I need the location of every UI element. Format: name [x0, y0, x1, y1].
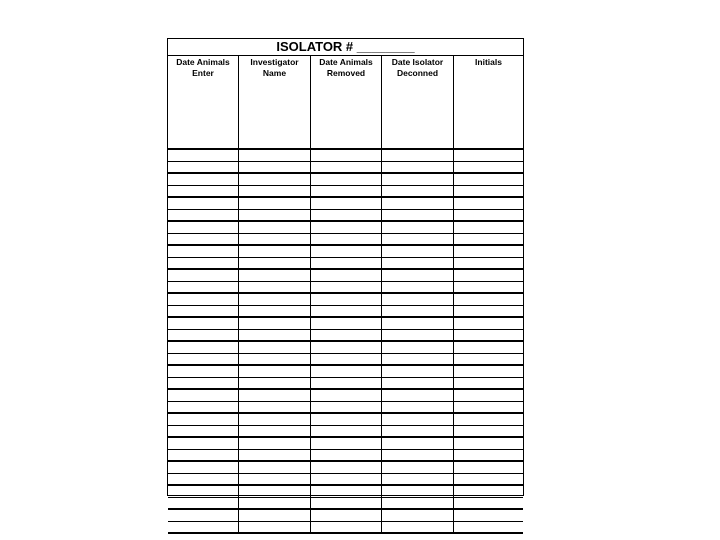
cell-date-animals-enter — [168, 378, 239, 388]
cell-date-animals-enter — [168, 474, 239, 484]
cell-investigator-name — [239, 270, 311, 281]
cell-investigator-name — [239, 330, 311, 340]
cell-initials — [454, 306, 523, 316]
cell-investigator-name — [239, 210, 311, 220]
cell-date-animals-enter — [168, 234, 239, 244]
cell-date-animals-removed — [311, 282, 382, 292]
cell-investigator-name — [239, 150, 311, 161]
table-row — [168, 294, 523, 306]
cell-date-animals-enter — [168, 186, 239, 196]
cell-date-animals-enter — [168, 438, 239, 449]
cell-date-animals-removed — [311, 210, 382, 220]
cell-initials — [454, 426, 523, 436]
cell-investigator-name — [239, 234, 311, 244]
cell-date-isolator-deconned — [382, 162, 454, 172]
cell-date-animals-enter — [168, 222, 239, 233]
cell-date-animals-enter — [168, 294, 239, 305]
cell-investigator-name — [239, 294, 311, 305]
cell-date-isolator-deconned — [382, 294, 454, 305]
cell-date-animals-enter — [168, 258, 239, 268]
table-row — [168, 426, 523, 438]
cell-investigator-name — [239, 462, 311, 473]
cell-investigator-name — [239, 342, 311, 353]
table-row — [168, 378, 523, 390]
cell-initials — [454, 330, 523, 340]
log-rows — [168, 150, 523, 534]
cell-initials — [454, 378, 523, 388]
cell-investigator-name — [239, 222, 311, 233]
cell-date-animals-enter — [168, 450, 239, 460]
table-row — [168, 462, 523, 474]
cell-investigator-name — [239, 438, 311, 449]
header-line: Date Animals — [319, 57, 373, 67]
header-date-isolator-deconned — [382, 56, 454, 148]
cell-date-animals-removed — [311, 258, 382, 268]
cell-investigator-name — [239, 414, 311, 425]
cell-date-animals-removed — [311, 318, 382, 329]
cell-date-animals-enter — [168, 318, 239, 329]
cell-initials — [454, 174, 523, 185]
cell-date-isolator-deconned — [382, 426, 454, 436]
cell-date-animals-removed — [311, 366, 382, 377]
cell-date-animals-removed — [311, 198, 382, 209]
table-row — [168, 174, 523, 186]
cell-initials — [454, 390, 523, 401]
cell-date-animals-removed — [311, 414, 382, 425]
header-initials — [454, 56, 523, 148]
table-row — [168, 366, 523, 378]
cell-date-animals-removed — [311, 234, 382, 244]
header-investigator-name — [239, 56, 311, 148]
cell-investigator-name — [239, 510, 311, 521]
table-row — [168, 354, 523, 366]
cell-date-animals-enter — [168, 390, 239, 401]
cell-initials — [454, 186, 523, 196]
cell-initials — [454, 210, 523, 220]
cell-date-animals-removed — [311, 246, 382, 257]
cell-investigator-name — [239, 306, 311, 316]
table-row — [168, 234, 523, 246]
cell-date-animals-enter — [168, 342, 239, 353]
cell-date-animals-enter — [168, 522, 239, 532]
cell-date-isolator-deconned — [382, 522, 454, 532]
cell-date-isolator-deconned — [382, 210, 454, 220]
header-line: Name — [262, 68, 287, 78]
cell-date-animals-enter — [168, 510, 239, 521]
table-row — [168, 246, 523, 258]
cell-date-animals-enter — [168, 486, 239, 497]
header-line: Deconned — [396, 68, 439, 78]
cell-initials — [454, 282, 523, 292]
cell-date-isolator-deconned — [382, 198, 454, 209]
cell-investigator-name — [239, 450, 311, 460]
cell-initials — [454, 462, 523, 473]
cell-date-animals-removed — [311, 498, 382, 508]
cell-date-isolator-deconned — [382, 174, 454, 185]
cell-date-isolator-deconned — [382, 306, 454, 316]
cell-date-isolator-deconned — [382, 498, 454, 508]
table-row — [168, 270, 523, 282]
column-header-row — [168, 56, 523, 150]
header-line: Date Animals — [176, 57, 230, 67]
table-row — [168, 318, 523, 330]
cell-date-animals-removed — [311, 330, 382, 340]
isolator-log-form — [167, 38, 524, 496]
cell-date-animals-enter — [168, 162, 239, 172]
cell-date-animals-enter — [168, 354, 239, 364]
cell-date-animals-removed — [311, 462, 382, 473]
cell-date-isolator-deconned — [382, 438, 454, 449]
cell-initials — [454, 402, 523, 412]
cell-date-animals-removed — [311, 390, 382, 401]
cell-investigator-name — [239, 318, 311, 329]
cell-initials — [454, 342, 523, 353]
cell-date-animals-removed — [311, 174, 382, 185]
cell-initials — [454, 438, 523, 449]
cell-initials — [454, 414, 523, 425]
cell-investigator-name — [239, 474, 311, 484]
cell-date-animals-removed — [311, 510, 382, 521]
cell-date-animals-enter — [168, 498, 239, 508]
cell-date-isolator-deconned — [382, 402, 454, 412]
cell-date-animals-enter — [168, 366, 239, 377]
cell-date-isolator-deconned — [382, 234, 454, 244]
cell-initials — [454, 318, 523, 329]
table-row — [168, 222, 523, 234]
header-line: Date Isolator — [391, 57, 444, 67]
cell-investigator-name — [239, 390, 311, 401]
cell-date-animals-removed — [311, 474, 382, 484]
cell-date-animals-removed — [311, 294, 382, 305]
cell-date-isolator-deconned — [382, 150, 454, 161]
header-date-animals-removed — [311, 56, 382, 148]
cell-date-isolator-deconned — [382, 222, 454, 233]
table-row — [168, 162, 523, 174]
cell-initials — [454, 450, 523, 460]
cell-date-isolator-deconned — [382, 342, 454, 353]
cell-initials — [454, 354, 523, 364]
cell-initials — [454, 198, 523, 209]
table-row — [168, 450, 523, 462]
cell-investigator-name — [239, 174, 311, 185]
cell-date-animals-removed — [311, 270, 382, 281]
table-row — [168, 282, 523, 294]
cell-date-isolator-deconned — [382, 486, 454, 497]
table-row — [168, 150, 523, 162]
cell-date-animals-removed — [311, 438, 382, 449]
cell-date-animals-removed — [311, 186, 382, 196]
cell-initials — [454, 510, 523, 521]
cell-date-animals-enter — [168, 426, 239, 436]
cell-date-animals-removed — [311, 450, 382, 460]
table-row — [168, 186, 523, 198]
table-row — [168, 330, 523, 342]
table-row — [168, 414, 523, 426]
cell-initials — [454, 294, 523, 305]
cell-date-animals-removed — [311, 354, 382, 364]
cell-date-animals-enter — [168, 306, 239, 316]
cell-initials — [454, 258, 523, 268]
cell-date-isolator-deconned — [382, 246, 454, 257]
cell-date-animals-removed — [311, 306, 382, 316]
cell-date-isolator-deconned — [382, 474, 454, 484]
cell-initials — [454, 150, 523, 161]
cell-initials — [454, 366, 523, 377]
cell-date-animals-enter — [168, 270, 239, 281]
table-row — [168, 402, 523, 414]
cell-investigator-name — [239, 378, 311, 388]
cell-date-animals-removed — [311, 522, 382, 532]
cell-date-isolator-deconned — [382, 282, 454, 292]
cell-date-isolator-deconned — [382, 462, 454, 473]
cell-date-animals-removed — [311, 150, 382, 161]
table-row — [168, 342, 523, 354]
cell-date-animals-removed — [311, 402, 382, 412]
cell-date-animals-enter — [168, 210, 239, 220]
header-line: Enter — [192, 68, 214, 78]
cell-date-isolator-deconned — [382, 354, 454, 364]
cell-date-animals-enter — [168, 462, 239, 473]
cell-date-animals-enter — [168, 174, 239, 185]
cell-investigator-name — [239, 354, 311, 364]
cell-investigator-name — [239, 282, 311, 292]
table-row — [168, 498, 523, 510]
table-row — [168, 486, 523, 498]
cell-date-isolator-deconned — [382, 270, 454, 281]
cell-investigator-name — [239, 426, 311, 436]
table-row — [168, 510, 523, 522]
cell-date-isolator-deconned — [382, 186, 454, 196]
cell-date-isolator-deconned — [382, 258, 454, 268]
cell-investigator-name — [239, 366, 311, 377]
cell-date-isolator-deconned — [382, 330, 454, 340]
cell-initials — [454, 270, 523, 281]
table-row — [168, 258, 523, 270]
cell-initials — [454, 498, 523, 508]
cell-date-animals-removed — [311, 162, 382, 172]
cell-initials — [454, 162, 523, 172]
header-line: Removed — [326, 68, 366, 78]
cell-date-isolator-deconned — [382, 450, 454, 460]
table-row — [168, 438, 523, 450]
cell-investigator-name — [239, 198, 311, 209]
header-line: Investigator — [250, 57, 299, 67]
cell-date-animals-enter — [168, 198, 239, 209]
table-row — [168, 198, 523, 210]
cell-investigator-name — [239, 162, 311, 172]
cell-date-animals-enter — [168, 402, 239, 412]
table-row — [168, 306, 523, 318]
cell-date-animals-removed — [311, 222, 382, 233]
cell-date-animals-enter — [168, 246, 239, 257]
cell-initials — [454, 234, 523, 244]
cell-initials — [454, 474, 523, 484]
cell-date-isolator-deconned — [382, 378, 454, 388]
cell-date-animals-enter — [168, 330, 239, 340]
cell-date-isolator-deconned — [382, 318, 454, 329]
cell-initials — [454, 486, 523, 497]
cell-date-animals-removed — [311, 342, 382, 353]
cell-initials — [454, 246, 523, 257]
table-row — [168, 390, 523, 402]
cell-date-isolator-deconned — [382, 510, 454, 521]
table-row — [168, 522, 523, 534]
cell-investigator-name — [239, 402, 311, 412]
cell-investigator-name — [239, 522, 311, 532]
cell-date-animals-removed — [311, 426, 382, 436]
header-line: Initials — [475, 57, 502, 67]
form-title: ISOLATOR # ________ — [168, 39, 523, 56]
header-date-animals-enter — [168, 56, 239, 148]
cell-investigator-name — [239, 486, 311, 497]
cell-investigator-name — [239, 498, 311, 508]
cell-date-animals-enter — [168, 150, 239, 161]
cell-investigator-name — [239, 258, 311, 268]
cell-date-animals-enter — [168, 414, 239, 425]
table-row — [168, 210, 523, 222]
cell-initials — [454, 222, 523, 233]
table-row — [168, 474, 523, 486]
cell-initials — [454, 522, 523, 532]
cell-date-isolator-deconned — [382, 366, 454, 377]
cell-date-isolator-deconned — [382, 414, 454, 425]
cell-date-animals-removed — [311, 486, 382, 497]
cell-date-isolator-deconned — [382, 390, 454, 401]
cell-date-animals-enter — [168, 282, 239, 292]
cell-investigator-name — [239, 186, 311, 196]
cell-investigator-name — [239, 246, 311, 257]
cell-date-animals-removed — [311, 378, 382, 388]
